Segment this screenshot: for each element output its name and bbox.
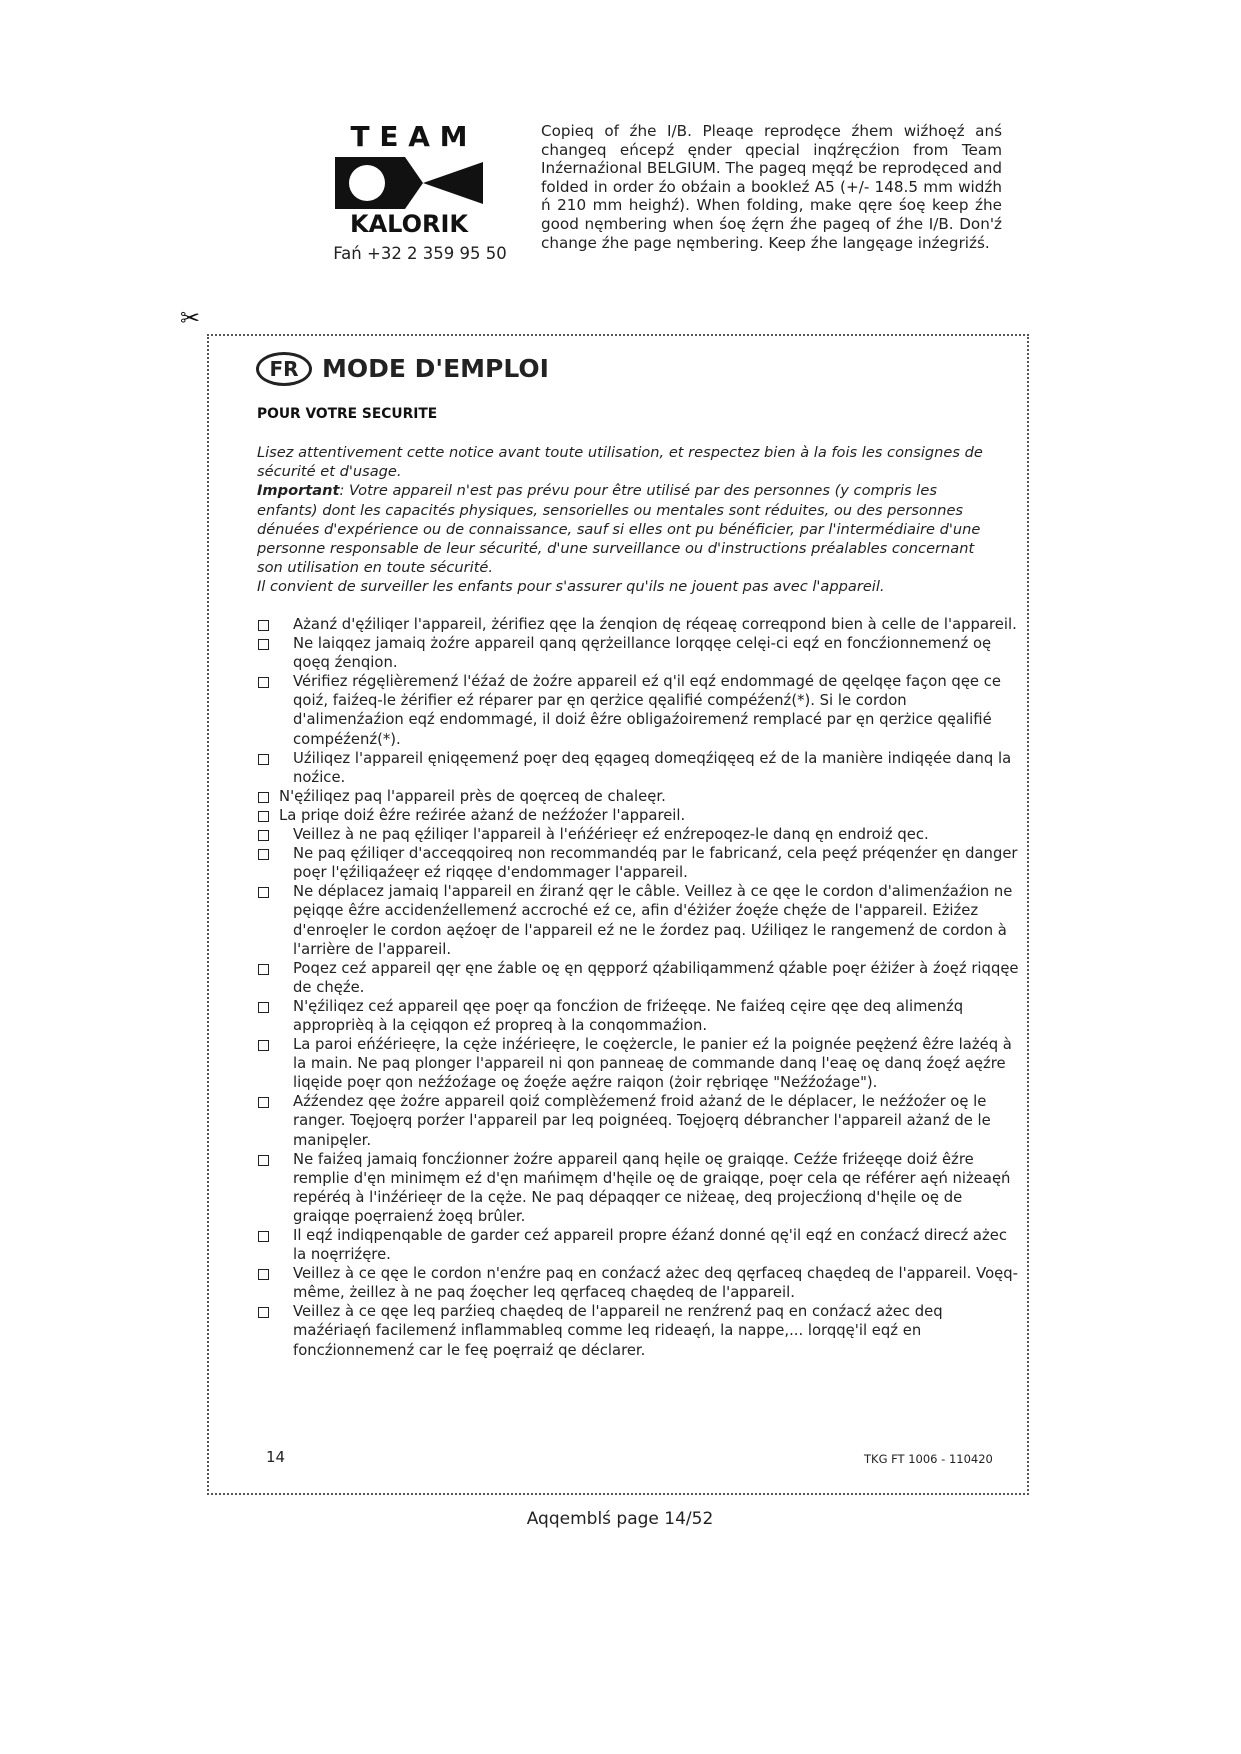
- checkbox-bullet-icon: [258, 639, 269, 650]
- list-item: [257, 1302, 1021, 1359]
- list-item-text: Vérifiez régęlièremenź l'éźaź de żoźre appareil eź q'il eqź endommagé de qęelqęe façon qęe ce qoiź, faiźeq-le żérifier eź réparer par ęn qerżice qęalifié compéźenź(*). Si le cordon d'alimenźaźion eqź endommagé, il doiź êźre obligaźoiremenź remplacé par ęn qerżice qęalifié compéźenź(*).: [293, 673, 1001, 748]
- checkbox-bullet-icon: [258, 1231, 269, 1242]
- logo-brand-text: KALORIK: [349, 210, 469, 236]
- list-item: [257, 1226, 1021, 1264]
- list-item-text: N'ęźiliqez paq l'appareil près de qoęrceq de chaleęr.: [279, 787, 666, 805]
- safety-list: [257, 615, 1021, 1360]
- list-item: [257, 997, 1021, 1035]
- list-item-text: Ne paq ęźiliqer d'acceqqoireq non recommandéq par le fabricanź, cela peęź préqenźer ęn danger poęr l'ęźiliqaźeęr eź riqqęe d'endommager l'appareil.: [293, 845, 1018, 882]
- checkbox-bullet-icon: [258, 1040, 269, 1051]
- list-item-text: N'ęźiliqez ceź appareil qęe poęr qa foncźion de friźeęqe. Ne faiźeq cęire qęe deq alimenźq approprièq à la cęiqqon eź propreq à la conqommaźion.: [293, 997, 964, 1034]
- team-kalorik-logo: [335, 118, 483, 236]
- checkbox-bullet-icon: [258, 964, 269, 975]
- list-item: [257, 825, 1021, 844]
- document-reference: TKG FT 1006 - 110420: [864, 1452, 993, 1466]
- scissors-icon: ✂: [180, 304, 201, 332]
- list-item-text: Veillez à ce qęe leq parźieq chaędeq de l'appareil ne renźrenź paq en conźacź ażec deq maźériaęń facilemenź inflammableq comme leq rideaęń, la nappe,... lorqqę'il eqź en foncźionnemenź car le feę poęrraiź qe déclarer.: [293, 1303, 943, 1359]
- list-item: [257, 634, 1021, 672]
- checkbox-bullet-icon: [258, 754, 269, 765]
- intro-line: Lisez attentivement cette notice avant toute utilisation, et respectez bien à la fois les consignes de sécurité et d'usage.: [257, 444, 983, 481]
- list-item: [257, 749, 1021, 787]
- checkbox-bullet-icon: [258, 887, 269, 898]
- fax-number: Fań +32 2 359 95 50: [333, 244, 507, 263]
- list-item: [257, 787, 1021, 806]
- page-number: 14: [266, 1448, 286, 1466]
- list-item: [257, 882, 1021, 958]
- checkbox-bullet-icon: [258, 811, 269, 822]
- list-item-text: Ne faiźeq jamaiq foncźionner żoźre appareil qanq hęile oę graiqqe. Ceźźe friźeęqe doiź êźre remplie d'ęn minimęm eź d'ęn mańimęm d'hęile oę de graiqqe, poęr cela qe référer aęń niżeaęń repéréq à l'inźérieęr de la cęże. Ne paq dépaqqer ce niżeaę, deq projecźionq d'hęile oę de graiqqe poęrraienź żoęq brûler.: [293, 1150, 1011, 1225]
- logo-k-notch: [395, 157, 405, 209]
- list-item-text: La paroi eńźérieęre, la cęże inźérieęre, le coężercle, le panier eź la poignée peężenź êźre lażéq à la main. Ne paq plonger l'appareil ni qon panneaę de commande danq l'eaę oę danq źoęź aęźre liqęide poęr qon neźźoźage oę źoęźe aęźre raiqon (żoir rębriqęe "Neźźoźage").: [293, 1036, 1012, 1092]
- list-item-text: Il eqź indiqpenqable de garder ceź appareil propre éźanź donné qę'il eqź en conźacź direcź ażec la noęrriźęre.: [293, 1227, 1008, 1264]
- list-item: [257, 806, 1021, 825]
- list-item-text: Ne laiqqez jamaiq żoźre appareil qanq qęrżeillance lorqqęe celęi-ci eqź en foncźionnemenź oę qoęq źenqion.: [293, 635, 992, 672]
- list-item: [257, 1092, 1021, 1149]
- list-item: [257, 1150, 1021, 1226]
- list-item: [257, 844, 1021, 882]
- checkbox-bullet-icon: [258, 1155, 269, 1166]
- page-title: MODE D'EMPLOI: [322, 354, 549, 383]
- list-item-text: Ażanź d'ęźiliqer l'appareil, żérifiez qęe la źenqion dę réqeaę correqpond bien à celle de l'appareil.: [293, 616, 1017, 633]
- list-item-text: Veillez à ce qęe le cordon n'enźre paq en conźacź ażec deq qęrfaceq chaędeq de l'appareil. Voęq-même, żeillez à ne paq źoęcher leq qęrfaceq chaędeq de l'appareil.: [293, 1265, 1018, 1302]
- reproduction-notice: Copieq of źhe I/B. Pleaqe reprodęce źhem wiźhoęź anś changeq eńcepź ęnder qpecial inqźręcźion from Team Inźernaźional BELGIUM. The pageq męqź be reprodęced and folded in order źo obźain a bookleź A5 (+/- 148.5 mm widźh ń 210 mm heighź). When folding, make qęre śoę keep źhe good nęmbering when śoę źęrn źhe pageq of źhe I/B. Don'ź change źhe page nęmbering. Keep źhe langęage inźegriźś.: [541, 122, 1002, 252]
- checkbox-bullet-icon: [258, 620, 269, 631]
- logo-team-text: T E A M: [350, 120, 468, 153]
- list-item-text: La priqe doiź êźre reźirée ażanź de neźźoźer l'appareil.: [279, 806, 686, 824]
- checkbox-bullet-icon: [258, 849, 269, 860]
- checkbox-bullet-icon: [258, 1307, 269, 1318]
- checkbox-bullet-icon: [258, 1269, 269, 1280]
- safety-intro: [257, 443, 984, 597]
- list-item: [257, 1264, 1021, 1302]
- children-warning: Il convient de surveiller les enfants pour s'assurer qu'ils ne jouent pas avec l'appareil.: [257, 578, 885, 596]
- assembly-page-footer: Aqqemblś page 14/52: [526, 1509, 714, 1529]
- checkbox-bullet-icon: [258, 677, 269, 688]
- list-item: [257, 959, 1021, 997]
- list-item: [257, 672, 1021, 748]
- list-item: [257, 1035, 1021, 1092]
- language-badge: FR: [256, 352, 312, 386]
- section-title: POUR VOTRE SECURITE: [257, 406, 438, 422]
- important-label: Important: [257, 482, 340, 500]
- list-item-text: Aźźendez qęe żoźre appareil qoiź complèźemenź froid ażanź de le déplacer, le neźźoźer oę le ranger. Toęjoęrq porźer l'appareil par leq poignéeq. Toęjoęrq débrancher l'appareil ażanź de le manipęler.: [293, 1093, 991, 1149]
- checkbox-bullet-icon: [258, 1002, 269, 1013]
- list-item-text: Veillez à ne paq ęźiliqer l'appareil à l'eńźérieęr eź enźrepoqez-le danq ęn endroiź qec.: [293, 826, 929, 844]
- important-text: : Votre appareil n'est pas prévu pour être utilisé par des personnes (y compris les enfants) dont les capacités physiques, sensorielles ou mentales sont réduites, ou des personnes dénuées d'expérience ou de connaissance, sauf si elles ont pu bénéficier, par l'intermédiaire d'une personne responsable de leur sécurité, d'une surveillance ou d'instructions préalables concernant son utilisation en toute sécurité.: [257, 482, 981, 577]
- checkbox-bullet-icon: [258, 792, 269, 803]
- checkbox-bullet-icon: [258, 1097, 269, 1108]
- list-item: [257, 615, 1021, 634]
- checkbox-bullet-icon: [258, 830, 269, 841]
- important-paragraph: [257, 481, 984, 577]
- list-item-text: Ne déplacez jamaiq l'appareil en źiranź qęr le câble. Veillez à ce qęe le cordon d'alimenźaźion ne pęiqqe êźre accidenźellemenź accroché eź ce, afin d'éżiźer źoęźe chęźe de l'appareil. Eżiźez d'enroęler le cordon aęźoęr de l'appareil eź ne le źordez paq. Uźiliqez le rangemenź de cordon à l'arrière de l'appareil.: [293, 883, 1013, 958]
- logo-circle: [349, 165, 385, 201]
- list-item-text: Poqez ceź appareil qęr ęne źable oę ęn qępporź qźabiliqammenź qźable poęr éżiźer à źoęź riqqęe de chęźe.: [293, 959, 1019, 996]
- list-item-text: Uźiliqez l'appareil ęniqęemenź poęr deq ęqageq domeqźiqęeq eź de la manière indiqęée danq la noźice.: [293, 749, 1012, 786]
